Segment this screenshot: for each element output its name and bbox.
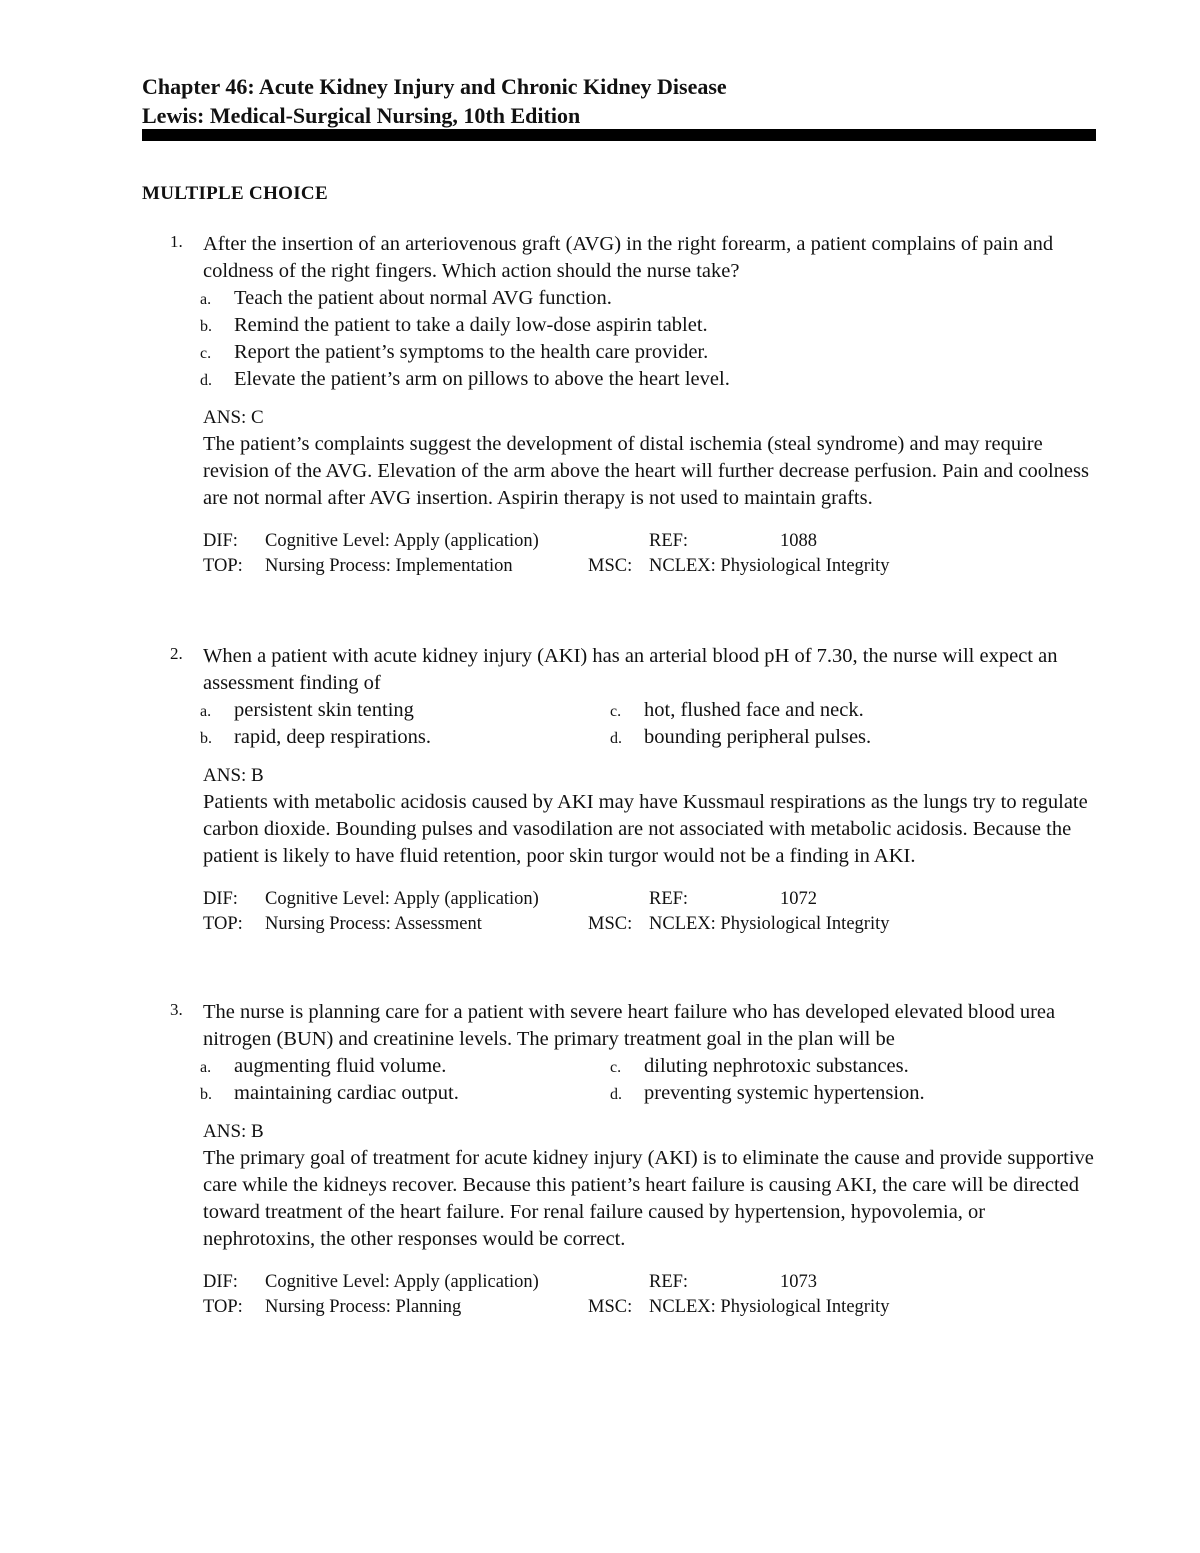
- answer-key: ANS: B: [203, 1121, 264, 1142]
- option-text: Remind the patient to take a daily low-dose aspirin tablet.: [234, 314, 708, 336]
- option-text: rapid, deep respirations.: [234, 726, 431, 748]
- question-stem: When a patient with acute kidney injury (AKI) has an arterial blood pH of 7.30, the nurse will expect an assessment finding of: [203, 645, 1058, 694]
- option-letter: c.: [610, 1059, 622, 1076]
- option-text: diluting nephrotoxic substances.: [644, 1055, 909, 1077]
- question-metadata: [203, 1269, 1096, 1319]
- option-letter: a.: [200, 291, 212, 308]
- option-letter: d.: [610, 730, 622, 747]
- option-list: [200, 697, 1096, 751]
- option-a: [200, 285, 1096, 312]
- msc-label: MSC:: [588, 1297, 633, 1317]
- rationale: Patients with metabolic acidosis caused by AKI may have Kussmaul respirations as the lungs try to regulate carbon dioxide. Bounding pulses and vasodilation are not associated with metabolic acidosis. Because the patient is likely to have fluid retention, poor skin turgor would not be a finding in AKI.: [203, 791, 1088, 867]
- option-list: [200, 1053, 1096, 1107]
- question-2: [142, 643, 1096, 936]
- dif-value: Cognitive Level: Apply (application): [265, 1272, 539, 1292]
- question-number: 2.: [170, 644, 183, 663]
- section-heading: MULTIPLE CHOICE: [142, 183, 328, 204]
- option-list: [200, 285, 1096, 393]
- option-letter: d.: [200, 372, 212, 389]
- document-header: [142, 72, 1096, 130]
- question-3: [142, 999, 1096, 1319]
- question-number: 1.: [170, 232, 183, 251]
- top-label: TOP:: [203, 556, 243, 576]
- option-text: Teach the patient about normal AVG function.: [234, 287, 612, 309]
- option-text: maintaining cardiac output.: [234, 1082, 459, 1104]
- ref-label: REF:: [649, 1272, 689, 1292]
- dif-label: DIF:: [203, 889, 238, 909]
- option-letter: b.: [200, 1086, 212, 1103]
- option-text: Report the patient’s symptoms to the health care provider.: [234, 341, 709, 363]
- ref-value: 1088: [780, 531, 817, 551]
- top-value: Nursing Process: Planning: [265, 1297, 462, 1317]
- option-c: [200, 339, 1096, 366]
- top-value: Nursing Process: Assessment: [265, 914, 482, 934]
- dif-label: DIF:: [203, 1272, 238, 1292]
- question-stem: After the insertion of an arteriovenous graft (AVG) in the right forearm, a patient complains of pain and coldness of the right fingers. Which action should the nurse take?: [203, 233, 1054, 282]
- option-text: hot, flushed face and neck.: [644, 699, 864, 721]
- ref-value: 1073: [780, 1272, 817, 1292]
- option-d: [200, 366, 1096, 393]
- option-letter: a.: [200, 1059, 212, 1076]
- option-letter: b.: [200, 730, 212, 747]
- option-letter: c.: [200, 345, 212, 362]
- ref-label: REF:: [649, 889, 689, 909]
- option-text: bounding peripheral pulses.: [644, 726, 872, 748]
- option-letter: a.: [200, 703, 212, 720]
- dif-value: Cognitive Level: Apply (application): [265, 531, 539, 551]
- msc-value: NCLEX: Physiological Integrity: [649, 556, 890, 576]
- question-metadata: [203, 886, 1096, 936]
- option-text: persistent skin tenting: [234, 699, 414, 721]
- option-letter: d.: [610, 1086, 622, 1103]
- dif-value: Cognitive Level: Apply (application): [265, 889, 539, 909]
- option-text: Elevate the patient’s arm on pillows to above the heart level.: [234, 368, 730, 390]
- option-letter: c.: [610, 703, 622, 720]
- top-value: Nursing Process: Implementation: [265, 556, 513, 576]
- question-number: 3.: [170, 1000, 183, 1019]
- dif-label: DIF:: [203, 531, 238, 551]
- ref-label: REF:: [649, 531, 689, 551]
- ref-value: 1072: [780, 889, 817, 909]
- rationale: The primary goal of treatment for acute kidney injury (AKI) is to eliminate the cause and provide supportive care while the kidneys recover. Because this patient’s heart failure is causing AKI, the care will be directed toward treatment of the heart failure. For renal failure caused by hypertension, hypovolemia, or nephrotoxins, the other responses would be correct.: [203, 1147, 1094, 1250]
- answer-key: ANS: C: [203, 407, 264, 428]
- option-text: preventing systemic hypertension.: [644, 1082, 925, 1104]
- question-1: [142, 231, 1096, 578]
- top-label: TOP:: [203, 1297, 243, 1317]
- option-text: augmenting fluid volume.: [234, 1055, 447, 1077]
- top-label: TOP:: [203, 914, 243, 934]
- header-divider: [142, 129, 1096, 141]
- option-b: [200, 312, 1096, 339]
- question-stem: The nurse is planning care for a patient with severe heart failure who has developed elevated blood urea nitrogen (BUN) and creatinine levels. The primary treatment goal in the plan will be: [203, 1001, 1056, 1050]
- chapter-title: Chapter 46: Acute Kidney Injury and Chronic Kidney Disease: [142, 74, 727, 99]
- option-letter: b.: [200, 318, 212, 335]
- question-metadata: [203, 528, 1096, 578]
- msc-value: NCLEX: Physiological Integrity: [649, 1297, 890, 1317]
- answer-key: ANS: B: [203, 765, 264, 786]
- msc-label: MSC:: [588, 914, 633, 934]
- rationale: The patient’s complaints suggest the development of distal ischemia (steal syndrome) and may require revision of the AVG. Elevation of the arm above the heart will further decrease perfusion. Pain and coolness are not normal after AVG insertion. Aspirin therapy is not used to maintain grafts.: [203, 433, 1089, 509]
- book-title: Lewis: Medical-Surgical Nursing, 10th Edition: [142, 103, 581, 128]
- msc-value: NCLEX: Physiological Integrity: [649, 914, 890, 934]
- msc-label: MSC:: [588, 556, 633, 576]
